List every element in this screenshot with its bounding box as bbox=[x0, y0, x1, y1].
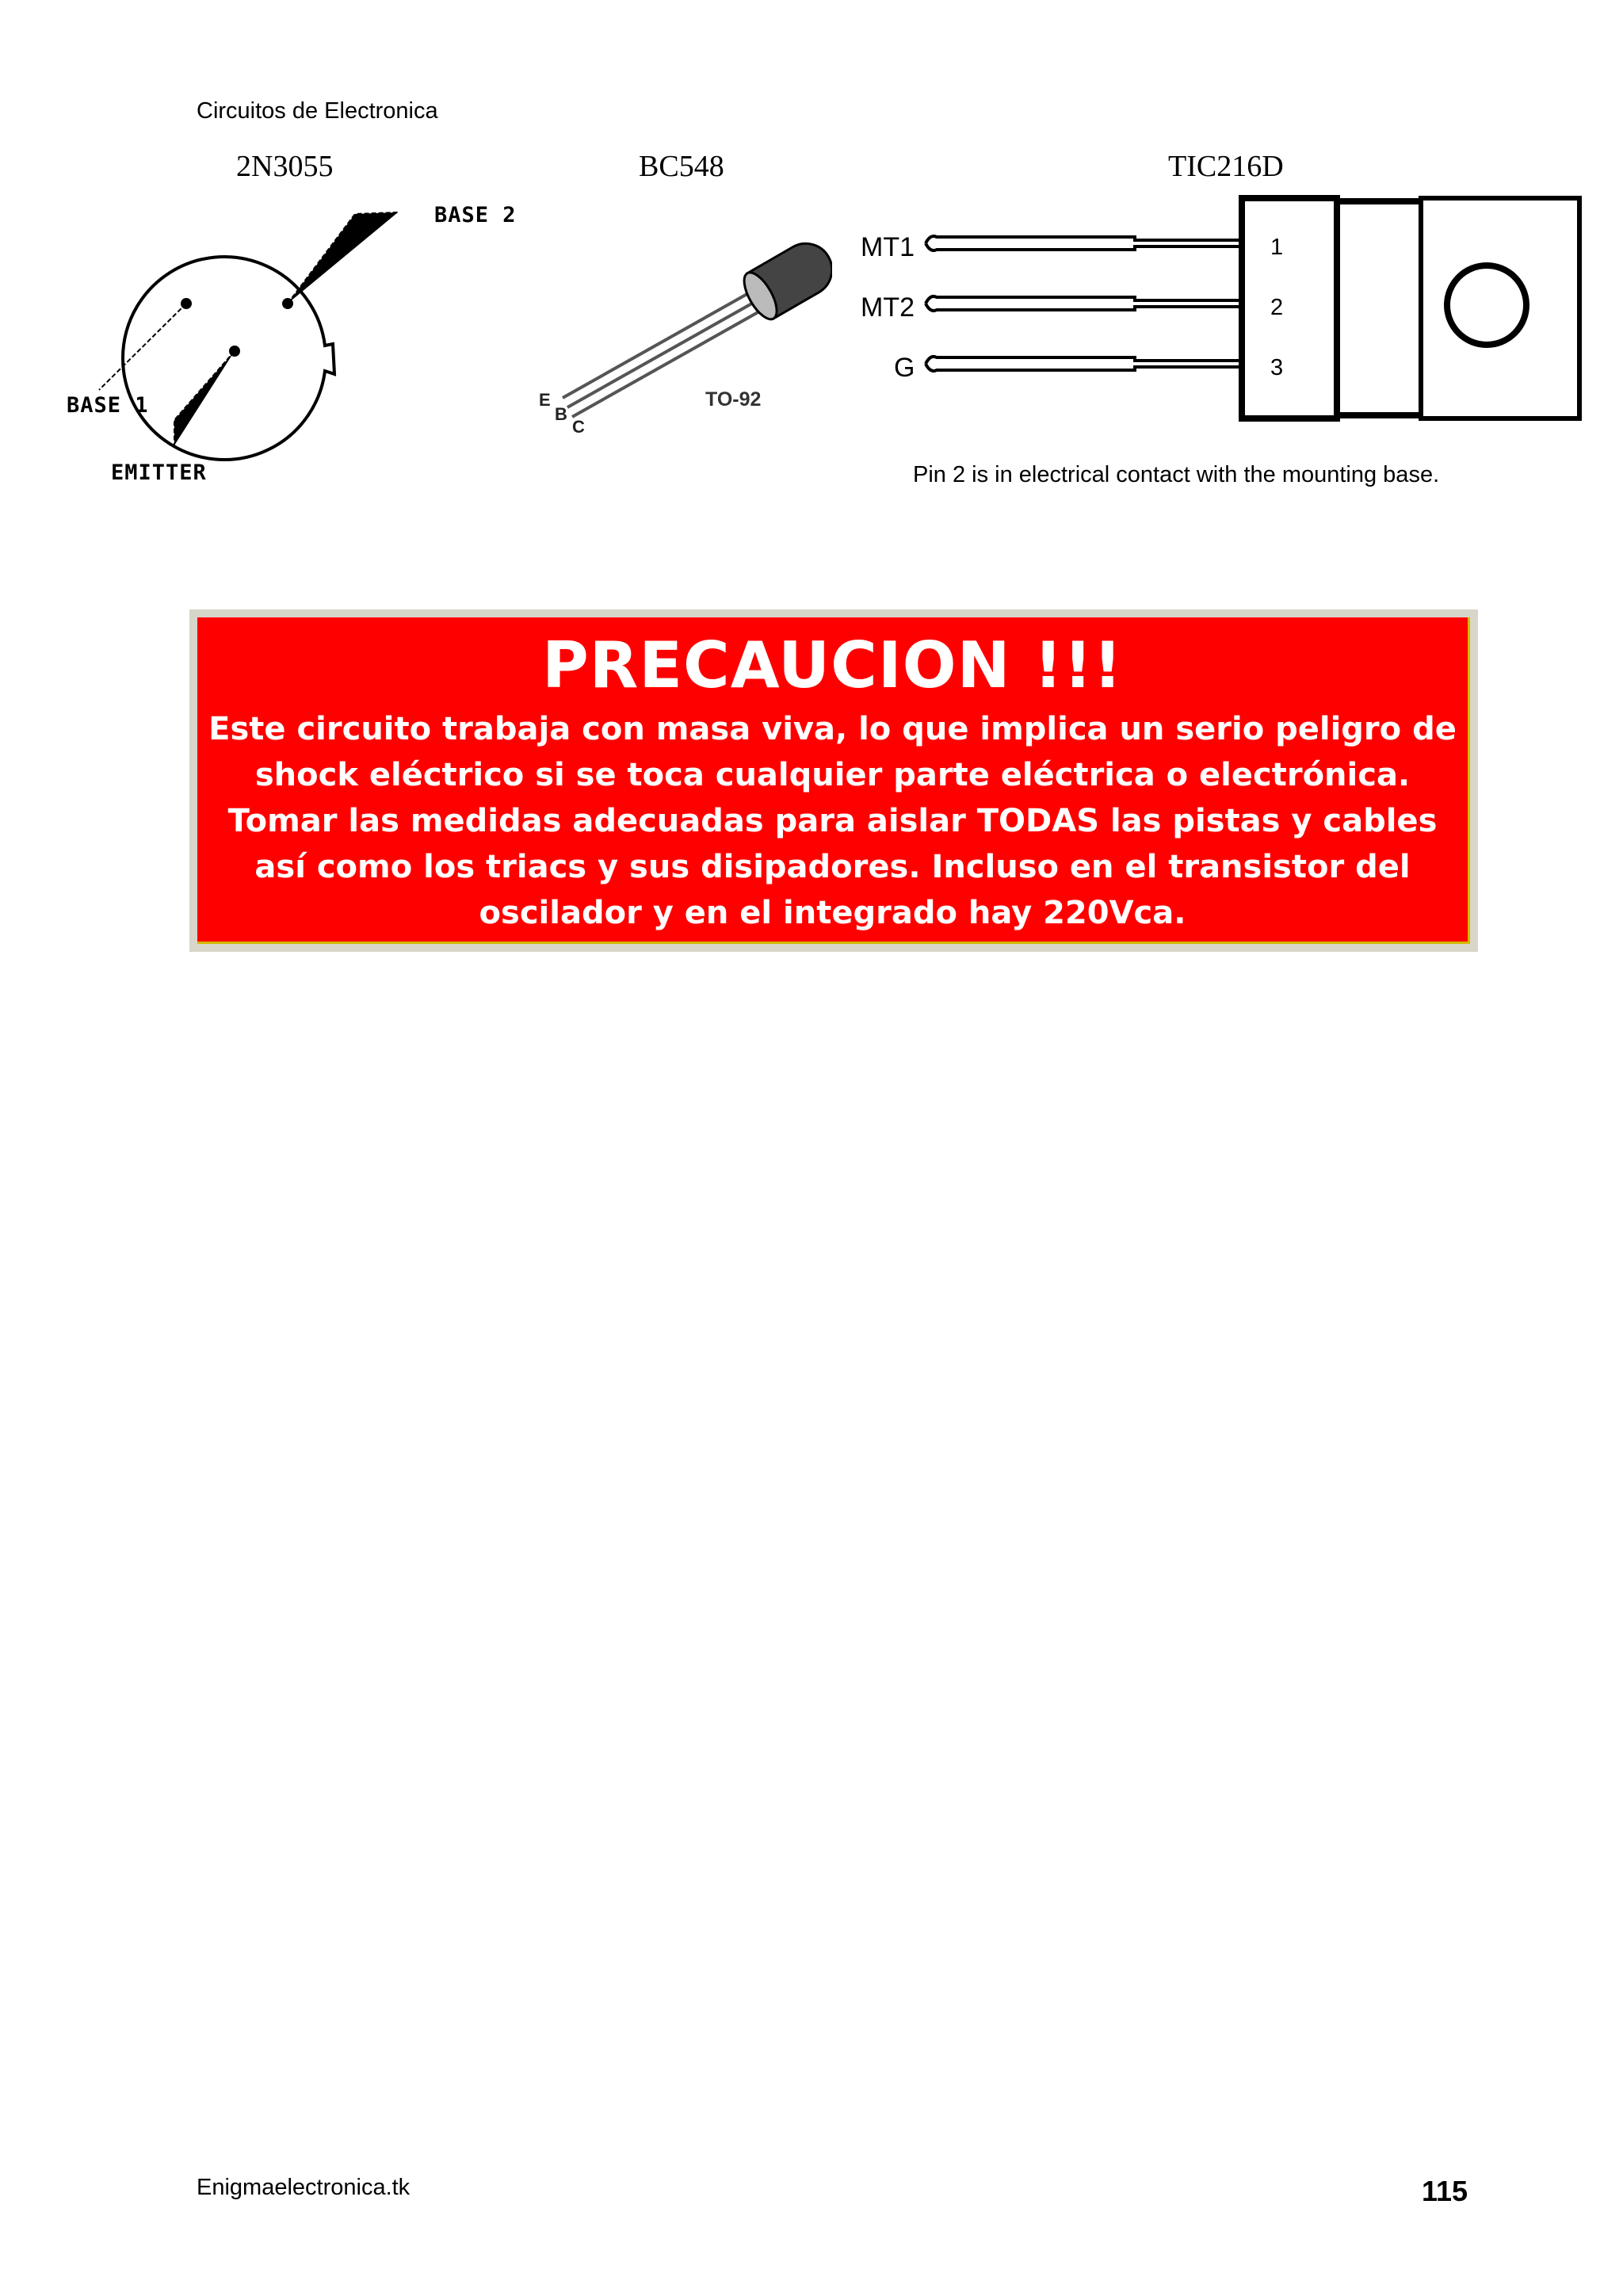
label-e: E bbox=[539, 390, 551, 410]
label-b: B bbox=[555, 404, 567, 424]
leader-base2 bbox=[288, 212, 398, 304]
warning-line: oscilador y en el integrado hay 220Vca. bbox=[479, 895, 1186, 931]
label-pin3: 3 bbox=[1270, 355, 1284, 380]
label-package: TO-92 bbox=[705, 388, 762, 411]
label-base2: BASE 2 bbox=[434, 203, 517, 227]
lead-emitter bbox=[563, 292, 751, 398]
footer-site: Enigmaelectronica.tk bbox=[197, 2175, 411, 2200]
warning-line: Tomar las medidas adecuadas para aislar TODAS las pistas y cables bbox=[227, 803, 1438, 839]
diagram-bc548 bbox=[531, 230, 832, 452]
warning-title: PRECAUCION !!! bbox=[542, 628, 1123, 702]
leader-base1 bbox=[99, 304, 186, 390]
warning-body bbox=[197, 703, 1468, 936]
warning-line: así como los triacs y sus disipadores. Incluso en el transistor del bbox=[254, 849, 1411, 885]
diagram-2n3055 bbox=[55, 190, 547, 499]
triac-leads bbox=[926, 236, 1242, 371]
page-number: 115 bbox=[1422, 2175, 1468, 2207]
label-pin1: 1 bbox=[1270, 235, 1284, 260]
warning-line: Este circuito trabaja con masa viva, lo que implica un serio peligro de bbox=[208, 711, 1457, 747]
to92-body bbox=[738, 234, 832, 324]
label-emitter: EMITTER bbox=[111, 460, 207, 485]
tic-note: Pin 2 is in electrical contact with the mounting base. bbox=[913, 462, 1440, 487]
part-title-bc548: BC548 bbox=[639, 150, 724, 183]
label-base1: BASE 1 bbox=[67, 393, 149, 418]
label-mt1: MT1 bbox=[861, 232, 915, 262]
part-title-2n3055: 2N3055 bbox=[236, 150, 334, 183]
diagram-tic216d bbox=[848, 186, 1593, 495]
label-pin2: 2 bbox=[1270, 295, 1284, 320]
warning-line: shock eléctrico si se toca cualquier parte eléctrica o electrónica. bbox=[254, 757, 1411, 793]
triac-body bbox=[1242, 198, 1337, 418]
page-header: Circuitos de Electronica bbox=[197, 98, 438, 124]
label-c: C bbox=[572, 417, 585, 437]
leader-emitter bbox=[174, 351, 235, 445]
warning-box bbox=[197, 617, 1470, 944]
part-title-tic216d: TIC216D bbox=[1168, 150, 1284, 183]
label-g: G bbox=[894, 353, 915, 383]
label-mt2: MT2 bbox=[861, 292, 915, 323]
